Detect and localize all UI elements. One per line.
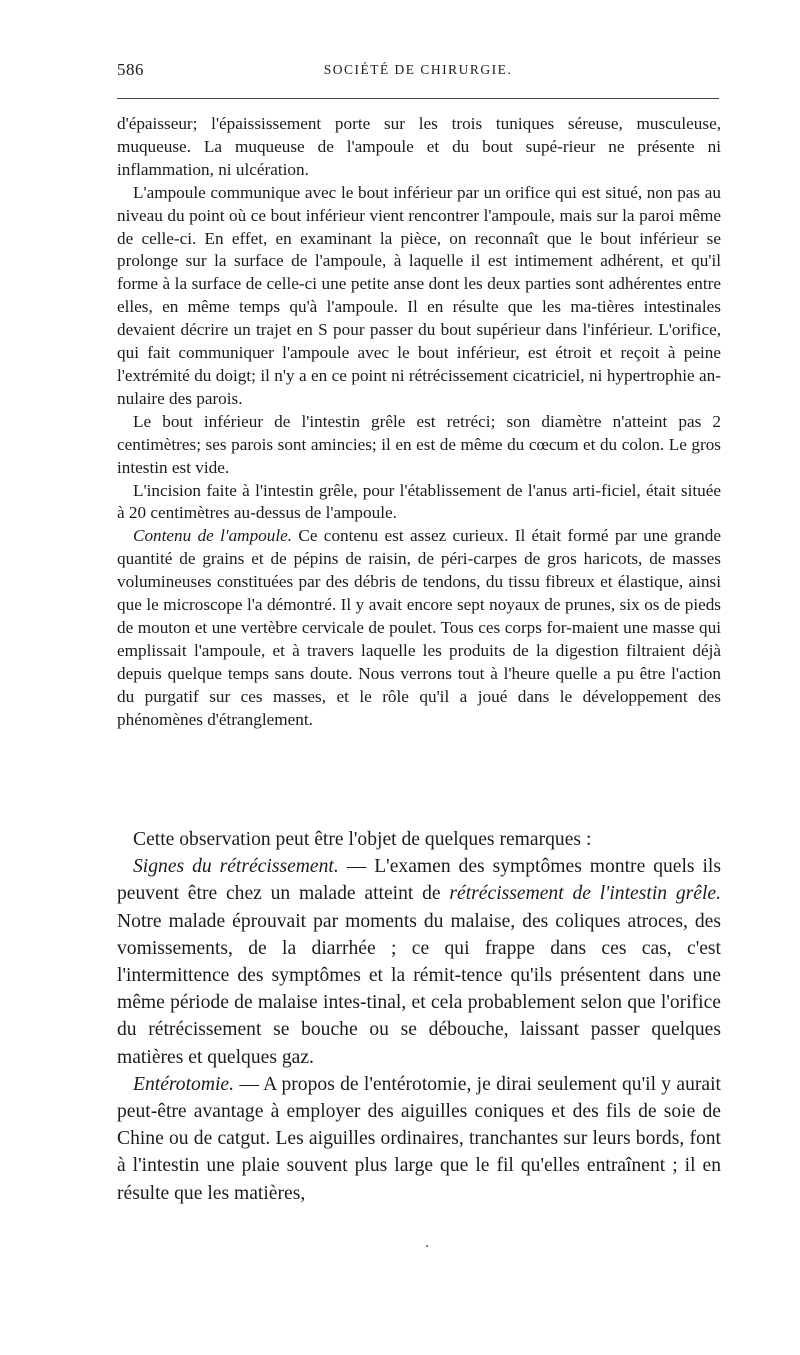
running-head-title: SOCIÉTÉ DE CHIRURGIE. <box>323 62 513 77</box>
paragraph-ampoule-orifice: L'ampoule communique avec le bout inférieur par un orifice qui est situé, non pas au niveau du point où ce bout inférieur vient rencontrer l'ampoule, mais sur la paroi même de celle-ci. En effet, en examinant la pièce, on reconnaît que le bout inférieur se prolonge sur la surface de l'ampoule, à laquelle il est intimement adhérent, et qu'il forme à la surface de celle-ci une petite anse dont les deux parties sont adhérentes entre elles, en même temps qu'à l'ampoule. Il en résulte que les ma-tières intestinales devaient décrire un trajet en S pour passer du bout supérieur dans l'inférieur. L'orifice, qui fait communiquer l'ampoule avec le bout inférieur, est étroit et reçoit à peine l'extrémité du doigt; il n'y a en ce point ni rétrécissement cicatriciel, ni hypertrophie an-nulaire des parois. <box>117 182 721 408</box>
page-number: 586 <box>117 60 144 79</box>
emphasis-text: rétrécissement de l'intestin grêle. <box>449 883 722 905</box>
header-rule <box>117 98 719 99</box>
paragraph-remarks-intro: Cette observation peut être l'objet de quelques remarques : <box>133 829 592 850</box>
paragraph-signs <box>117 853 721 1071</box>
section-lead-signes: Signes du rétrécissement. <box>133 856 339 878</box>
case-report-section <box>117 113 721 731</box>
paragraph-continued: d'épaisseur; l'épaississement porte sur les trois tuniques séreuse, musculeuse, muqueuse. La muqueuse de l'ampoule et du bout supé-rieur ne présente ni inflammation, ni ulcération. <box>117 114 721 179</box>
paragraph-ampoule-contents <box>117 525 721 731</box>
paragraph-text: — A propos de l'entérotomie, je dirai seulement qu'il y aurait peut-être avantage à employer des aiguilles coniques et des fils de soie de Chine ou de catgut. Les aiguilles ordinaires, tranchantes sur leurs bords, font à l'intestin une plaie souvent plus large que le fil qu'elles entraînent ; il en résulte que les matières, <box>117 1073 721 1204</box>
paragraph-enterotomy <box>117 1071 721 1207</box>
paragraph-text: — L'examen des symptômes montre quels ils peuvent être chez un malade atteint de <box>117 856 721 905</box>
section-lead-contenu: Contenu de l'ampoule. <box>133 526 293 546</box>
paragraph-incision: L'incision faite à l'intestin grêle, pour l'établissement de l'anus arti-ficiel, était située à 20 centimètres au-dessus de l'ampoule. <box>117 480 721 523</box>
remarks-section <box>117 826 721 1207</box>
section-lead-enterotomie: Entérotomie. <box>133 1073 235 1095</box>
paragraph-text: Ce contenu est assez curieux. Il était formé par une grande quantité de grains et de pépins de raisin, de péri-carpes de gros haricots, de masses volumineuses constituées par des débris de tendons, du tissu fibreux et élastique, ainsi que le microscope l'a démontré. Il y avait encore sept noyaux de prunes, six os de pieds de mouton et une vertèbre cervicale de poulet. Tous ces corps for-maient une masse qui emplissait l'ampoule, et à travers laquelle les produits de la digestion filtraient déjà depuis quelque temps sans doute. Nous verrons tout à l'heure quelle a pu être l'action du purgatif sur ces masses, et le rôle qu'il a joué dans le développement des phénomènes d'étranglement. <box>117 526 721 729</box>
print-speck <box>426 1245 428 1247</box>
running-head <box>117 60 719 84</box>
paragraph-text: Notre malade éprouvait par moments du malaise, des coliques atroces, des vomissements, de la diarrhée ; ce qui frappe dans ces cas, c'est l'intermittence des symptômes et la rémit-tence qu'ils présentent dans une même période de malaise intes-tinal, et cela probablement selon que l'orifice du rétrécissement se bouche ou se débouche, laissant passer quelques matières et quelques gaz. <box>117 910 721 1068</box>
paragraph-lower-intestine: Le bout inférieur de l'intestin grêle est retréci; son diamètre n'atteint pas 2 centimètres; ses parois sont amincies; il en est de même du cœcum et du colon. Le gros intestin est vide. <box>117 411 721 477</box>
